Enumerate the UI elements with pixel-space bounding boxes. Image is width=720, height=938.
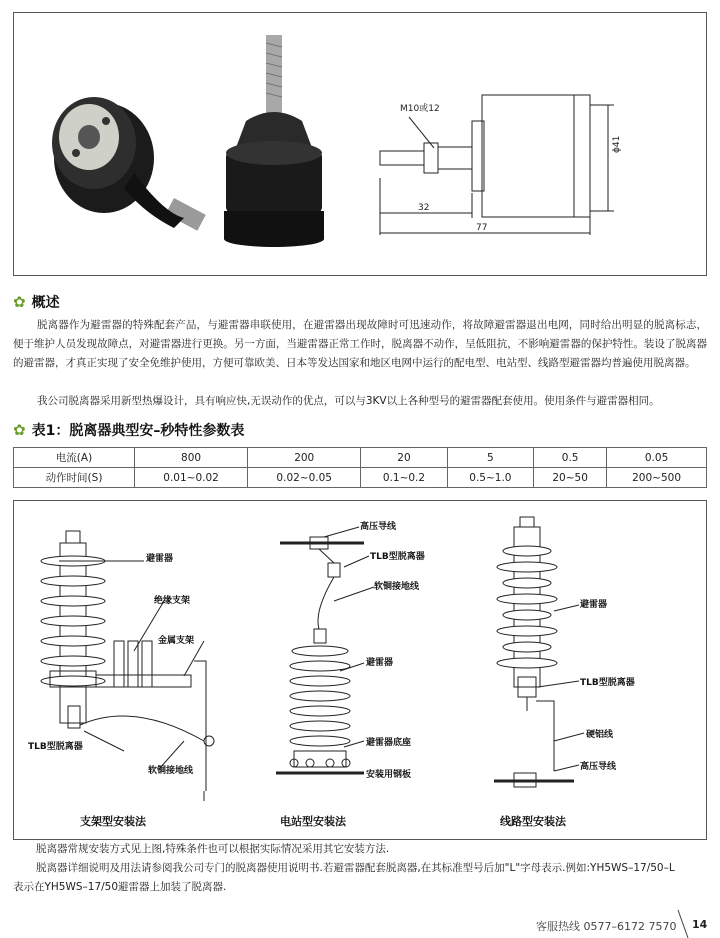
clover-icon: ✿: [13, 293, 26, 311]
table-cell: 5: [447, 448, 533, 468]
label-plate: 安装用钢板: [366, 770, 412, 780]
note-3: 表示在YH5WS–17/50避雷器上加装了脱离器.: [13, 881, 227, 893]
disconnector-photo-2: [224, 35, 324, 247]
table-cell: 20~50: [534, 468, 607, 488]
caption-line-type: 线路型安装法: [500, 815, 566, 828]
footer-divider: [676, 910, 690, 938]
dim-32: 32: [418, 203, 430, 213]
label-ground-wire-1: 软铜接地线: [148, 766, 194, 776]
table-cell: 20: [361, 448, 447, 468]
table1-heading: ✿ 表1：脱离器典型安–秒特性参数表: [13, 421, 245, 439]
label-arrester-3: 避雷器: [580, 600, 608, 610]
station-type-drawing: [276, 527, 374, 773]
overview-paragraph-1: 脱离器作为避雷器的特殊配套产品，与避雷器串联使用，在避雷器出现故障时可迅速动作，将故障避雷器退出电网，同时给出明显的脱离标志，便于维护人员发现故障点，对避雷器进行更换。另一方面，当避雷器正常工作时，脱离器不动作，呈低阻抗，不影响避雷器的保护特性。装设了脱离器的避雷器，才真正实现了安全免维护使用，方便可靠欧美、日本等发达国家和地区电网中运行的配电型、电站型、线路型避雷器均普遍使用脱离器。: [13, 319, 707, 369]
table-cell: 0.1~0.2: [361, 468, 447, 488]
table-cell: 0.01~0.02: [135, 468, 248, 488]
label-tlb-2: TLB型脱离器: [370, 552, 425, 562]
bracket-type-drawing: [41, 531, 214, 801]
note-1: 脱离器常规安装方式见上图,特殊条件也可以根据实际情况采用其它安装方法.: [36, 843, 390, 855]
caption-station-type: 电站型安装法: [280, 815, 346, 828]
overview-paragraph-2: 我公司脱离器采用新型热爆设计，具有响应快,无误动作的优点，可以与3KV以上各种型号的避雷器配套使用。使用条件与避雷器相同。: [37, 395, 660, 407]
disconnector-photo-1: [52, 97, 206, 231]
footer-hotline: 客服热线 0577–6172 7570: [536, 920, 677, 933]
product-figure-box: [13, 12, 707, 276]
dim-77: 77: [476, 223, 488, 233]
table-cell: 0.05: [607, 448, 707, 468]
note-2: 脱离器详细说明及用法请参阅我公司专门的脱离器使用说明书.若避雷器配套脱离器,在其标准型号后加"L"字母表示.例如:YH5WS–17/50–L: [36, 862, 675, 874]
page-number: 14: [692, 918, 708, 931]
label-al-wire: 硬铝线: [586, 730, 614, 740]
line-type-drawing: [494, 517, 584, 787]
param-table: [13, 447, 707, 488]
table-cell: 0.5: [534, 448, 607, 468]
label-base: 避雷器底座: [366, 738, 412, 748]
dimension-drawing: [380, 95, 614, 235]
label-metal-bracket: 金属支架: [158, 636, 195, 646]
label-hv-line-2: 高压导线: [360, 522, 397, 532]
dim-thread: M10或12: [400, 104, 440, 114]
overview-heading: ✿ 概述: [13, 293, 60, 311]
caption-bracket-type: 支架型安装法: [80, 815, 146, 828]
table-row: [14, 448, 707, 468]
label-tlb-1: TLB型脱离器: [28, 742, 83, 752]
product-photo-and-drawing: [14, 13, 706, 275]
table-cell: 0.5~1.0: [447, 468, 533, 488]
table-cell: 200: [248, 448, 361, 468]
table-cell: 0.02~0.05: [248, 468, 361, 488]
table-cell: 200~500: [607, 468, 707, 488]
label-arrester-2: 避雷器: [366, 658, 394, 668]
dim-41: ϕ41: [612, 135, 622, 153]
clover-icon: ✿: [13, 421, 26, 439]
label-tlb-3: TLB型脱离器: [580, 678, 635, 688]
row-label: 电流(A): [14, 448, 135, 468]
table-cell: 800: [135, 448, 248, 468]
label-hv-line-3: 高压导线: [580, 762, 617, 772]
installation-diagram-box: [13, 500, 707, 840]
table-row: [14, 468, 707, 488]
label-insulating-bracket: 绝缘支架: [154, 596, 191, 606]
installation-drawings: [14, 501, 706, 839]
row-label: 动作时间(S): [14, 468, 135, 488]
label-arrester-1: 避雷器: [146, 554, 174, 564]
label-ground-wire-2: 软铜接地线: [374, 582, 420, 592]
